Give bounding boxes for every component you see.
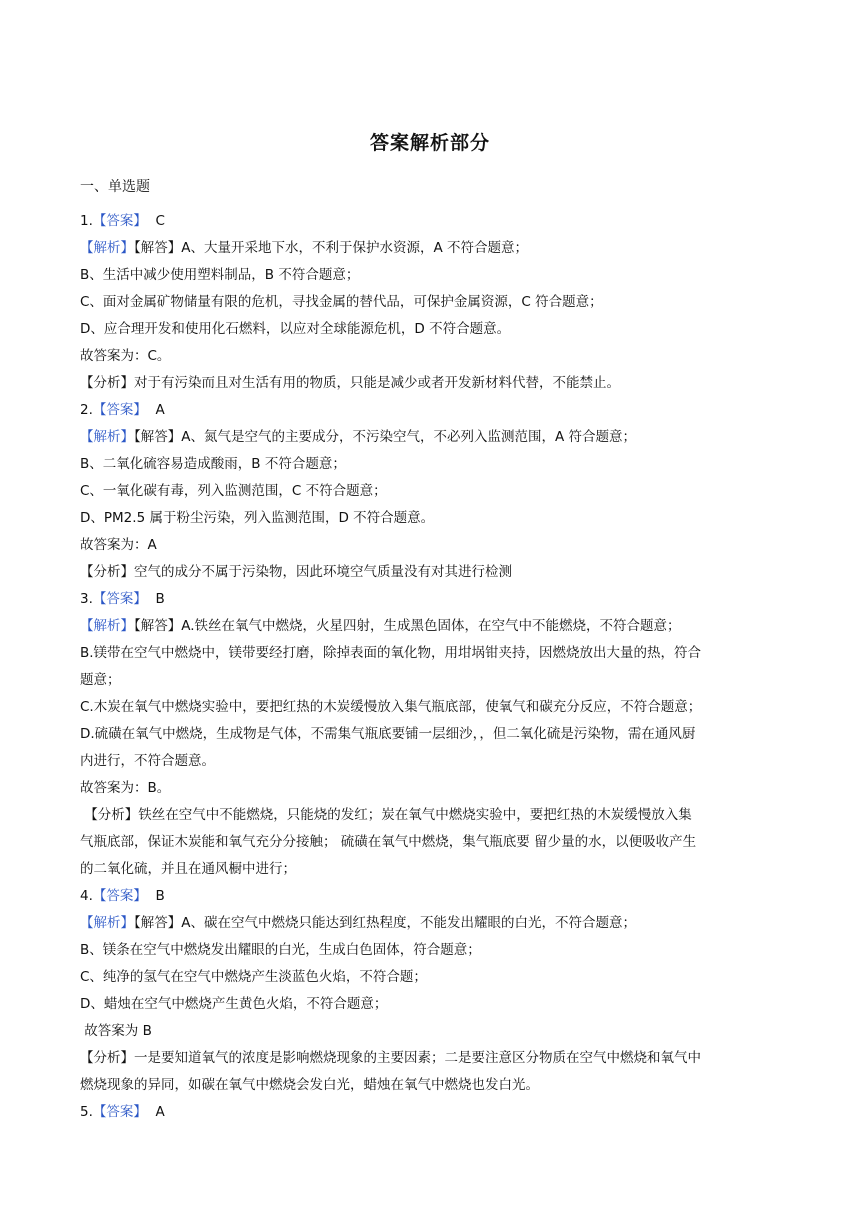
question-2-answer: 2.【答案】 A: [80, 402, 165, 418]
question-4-conclusion: 故答案为 B: [84, 1023, 152, 1039]
question-1-explanation: 【解析】【解答】A、大量开采地下水，不利于保护水资源，A 不符合题意；: [80, 240, 529, 256]
question-3-option-b: B.镁带在空气中燃烧中，镁带要经打磨，除掉表面的氧化物，用坩埚钳夹持，因燃烧放出大量的热，符合: [80, 645, 702, 661]
question-4-option-c: C、纯净的氢气在空气中燃烧产生淡蓝色火焰，不符合题；: [80, 969, 427, 985]
question-2-analysis: 【分析】空气的成分不属于污染物，因此环境空气质量没有对其进行检测: [80, 564, 512, 580]
question-4-analysis-cont: 燃烧现象的异同，如碳在氧气中燃烧会发白光，蜡烛在氧气中燃烧也发白光。: [80, 1077, 539, 1093]
question-4-answer: 4.【答案】 B: [80, 888, 165, 904]
question-1-option-d: D、应合理开发和使用化石燃料，以应对全球能源危机，D 不符合题意。: [80, 321, 511, 337]
question-1-option-b: B、生活中减少使用塑料制品，B 不符合题意；: [80, 267, 360, 283]
question-1-analysis: 【分析】对于有污染而且对生活有用的物质，只能是减少或者开发新材料代替，不能禁止。: [80, 375, 620, 391]
question-1-answer: 1.【答案】 C: [80, 213, 165, 229]
question-2-conclusion: 故答案为：A: [80, 537, 157, 553]
question-2-explanation: 【解析】【解答】A、氮气是空气的主要成分，不污染空气，不必列入监测范围，A 符合题意；: [80, 429, 637, 445]
question-3-answer: 3.【答案】 B: [80, 591, 165, 607]
question-3-option-d-cont: 内进行，不符合题意。: [80, 753, 215, 769]
question-1-option-c: C、面对金属矿物储量有限的危机，寻找金属的替代品，可保护金属资源，C 符合题意；: [80, 294, 603, 310]
question-5-answer: 5.【答案】 A: [80, 1104, 165, 1120]
question-3-option-b-cont: 题意；: [80, 672, 121, 688]
question-3-analysis: 【分析】铁丝在空气中不能燃烧，只能烧的发红；炭在氧气中燃烧实验中，要把红热的木炭缓慢放入集: [84, 807, 692, 823]
question-3-analysis-cont: 的二氧化硫，并且在通风橱中进行；: [80, 861, 296, 877]
question-4-option-b: B、镁条在空气中燃烧发出耀眼的白光，生成白色固体，符合题意；: [80, 942, 481, 958]
question-3-explanation: 【解析】【解答】A.铁丝在氧气中燃烧，火星四射，生成黑色固体，在空气中不能燃烧，不符合题意；: [80, 618, 681, 634]
answer-list: [80, 208, 780, 1126]
question-4-option-d: D、蜡烛在空气中燃烧产生黄色火焰，不符合题意；: [80, 996, 388, 1012]
section-heading: 一、单选题: [80, 179, 150, 195]
question-3-analysis-cont: 气瓶底部，保证木炭能和氧气充分分接触； 硫磺在氧气中燃烧，集气瓶底要 留少量的水，以便吸收产生: [80, 834, 697, 850]
question-3-option-c: C.木炭在氧气中燃烧实验中，要把红热的木炭缓慢放入集气瓶底部，使氧气和碳充分反应，不符合题意；: [80, 699, 702, 715]
question-2-option-c: C、一氧化碳有毒，列入监测范围，C 不符合题意；: [80, 483, 387, 499]
question-1-conclusion: 故答案为：C。: [80, 348, 171, 364]
question-4-explanation: 【解析】【解答】A、碳在空气中燃烧只能达到红热程度，不能发出耀眼的白光，不符合题意；: [80, 915, 636, 931]
question-3-option-d: D.硫磺在氧气中燃烧，生成物是气体，不需集气瓶底要铺一层细沙，，但二氧化硫是污染物，需在通风厨: [80, 726, 696, 742]
question-2-option-d: D、PM2.5 属于粉尘污染，列入监测范围，D 不符合题意。: [80, 510, 435, 526]
question-3-conclusion: 故答案为：B。: [80, 780, 171, 796]
question-4-analysis: 【分析】一是要知道氧气的浓度是影响燃烧现象的主要因素；二是要注意区分物质在空气中燃烧和氧气中: [80, 1050, 701, 1066]
question-2-option-b: B、二氧化硫容易造成酸雨，B 不符合题意；: [80, 456, 346, 472]
page-title: 答案解析部分: [369, 132, 490, 154]
